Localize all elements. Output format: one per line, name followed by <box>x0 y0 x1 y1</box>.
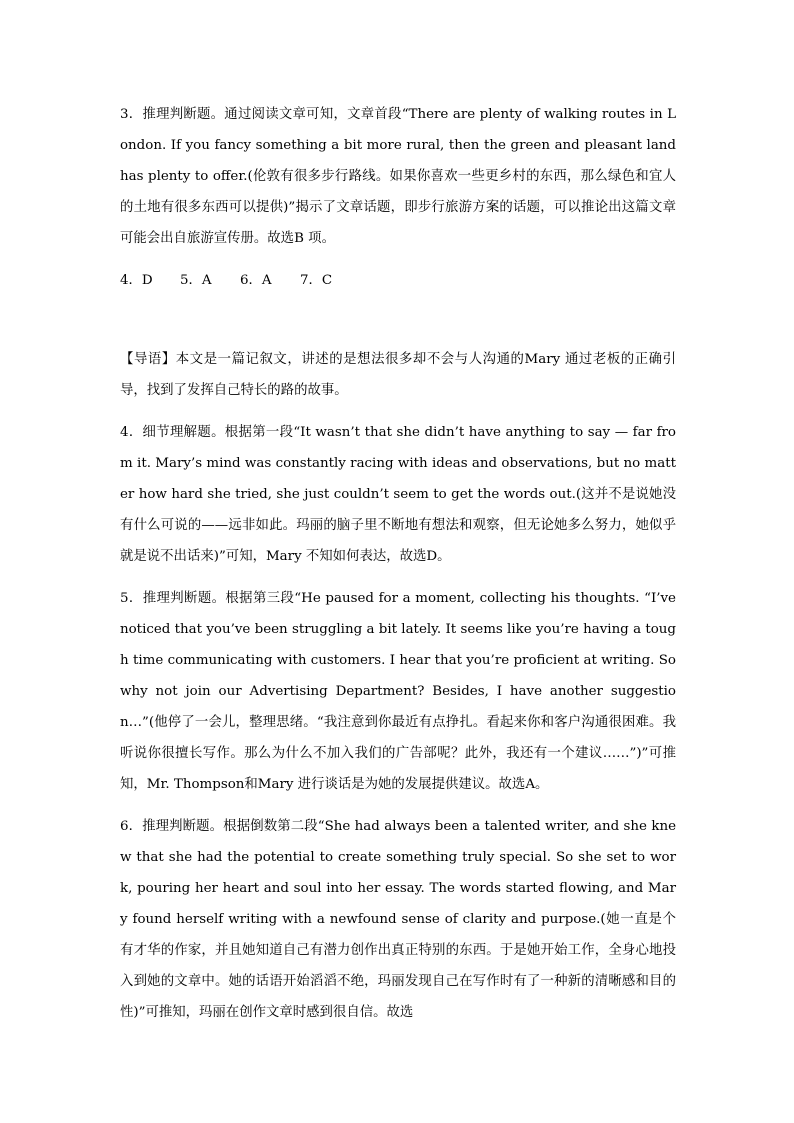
answer-5: 5．A <box>180 273 212 288</box>
explanation-5: 5．推理判断题。根据第三段“He paused for a moment, collecting his thoughts. “I’ve noticed that you’ve been struggling a bit lately. It seems like you’re having a tough time communicating with customers. I hear that you’re proficient at writing. So why not join our Advertising Department? Besides, I have another suggestion…”(他停了一会儿，整理思绪。“我注意到你最近有点挣扎。看起来你和客户沟通很困难。我听说你很擅长写作。那么为什么不加入我们的广告部呢？此外，我还有一个建议……”)”可推知，Mr. Thompson和Mary 进行谈话是为她的发展提供建议。故选A。 <box>120 591 676 792</box>
explanation-3: 3．推理判断题。通过阅读文章可知，文章首段“There are plenty of walking routes in London. If you fancy something a bit more rural, then the green and pleasant land has plenty to offer.(伦敦有很多步行路线。如果你喜欢一些更乡村的东西，那么绿色和宜人的土地有很多东西可以提供)”揭示了文章话题，即步行旅游方案的话题，可以推论出这篇文章可能会出自旅游宣传册。故选B 项。 <box>120 107 676 246</box>
spacer <box>120 254 676 265</box>
intro-text: 本文是一篇记叙文，讲述的是想法很多却不会与人沟通的Mary 通过老板的正确引导，找到了发挥自己特长的路的故事。 <box>120 352 676 398</box>
spacer <box>120 800 676 811</box>
explanation-4: 4．细节理解题。根据第一段“It wasn’t that she didn’t have anything to say — far from it. Mary’s mind was constantly racing with ideas and observations, but no matter how hard she tried, she just couldn’t seem to get the words out.(这并不是说她没有什么可说的——远非如此。玛丽的脑子里不断地有想法和观察，但无论她多么努力，她似乎就是说不出话来)”可知，Mary 不知如何表达，故选D。 <box>120 425 676 564</box>
intro-tag: 【导语】 <box>120 352 176 367</box>
spacer <box>120 406 676 417</box>
intro-paragraph <box>120 344 676 406</box>
answer-key-row <box>120 265 676 296</box>
spacer <box>120 572 676 583</box>
document-page <box>120 99 676 1028</box>
answer-7: 7．C <box>300 273 333 288</box>
answer-6: 6．A <box>240 273 272 288</box>
spacer <box>120 296 676 344</box>
explanation-6: 6．推理判断题。根据倒数第二段“She had always been a talented writer, and she knew that she had the potential to create something truly special. So she set to work, pouring her heart and soul into her essay. The words started flowing, and Mary found herself writing with a newfound sense of clarity and purpose.(她一直是个有才华的作家，并且她知道自己有潜力创作出真正特别的东西。于是她开始工作，全身心地投入到她的文章中。她的话语开始滔滔不绝，玛丽发现自己在写作时有了一种新的清晰感和目的性)”可推知，玛丽在创作文章时感到很自信。故选 <box>120 819 676 1020</box>
answer-4: 4．D <box>120 273 153 288</box>
